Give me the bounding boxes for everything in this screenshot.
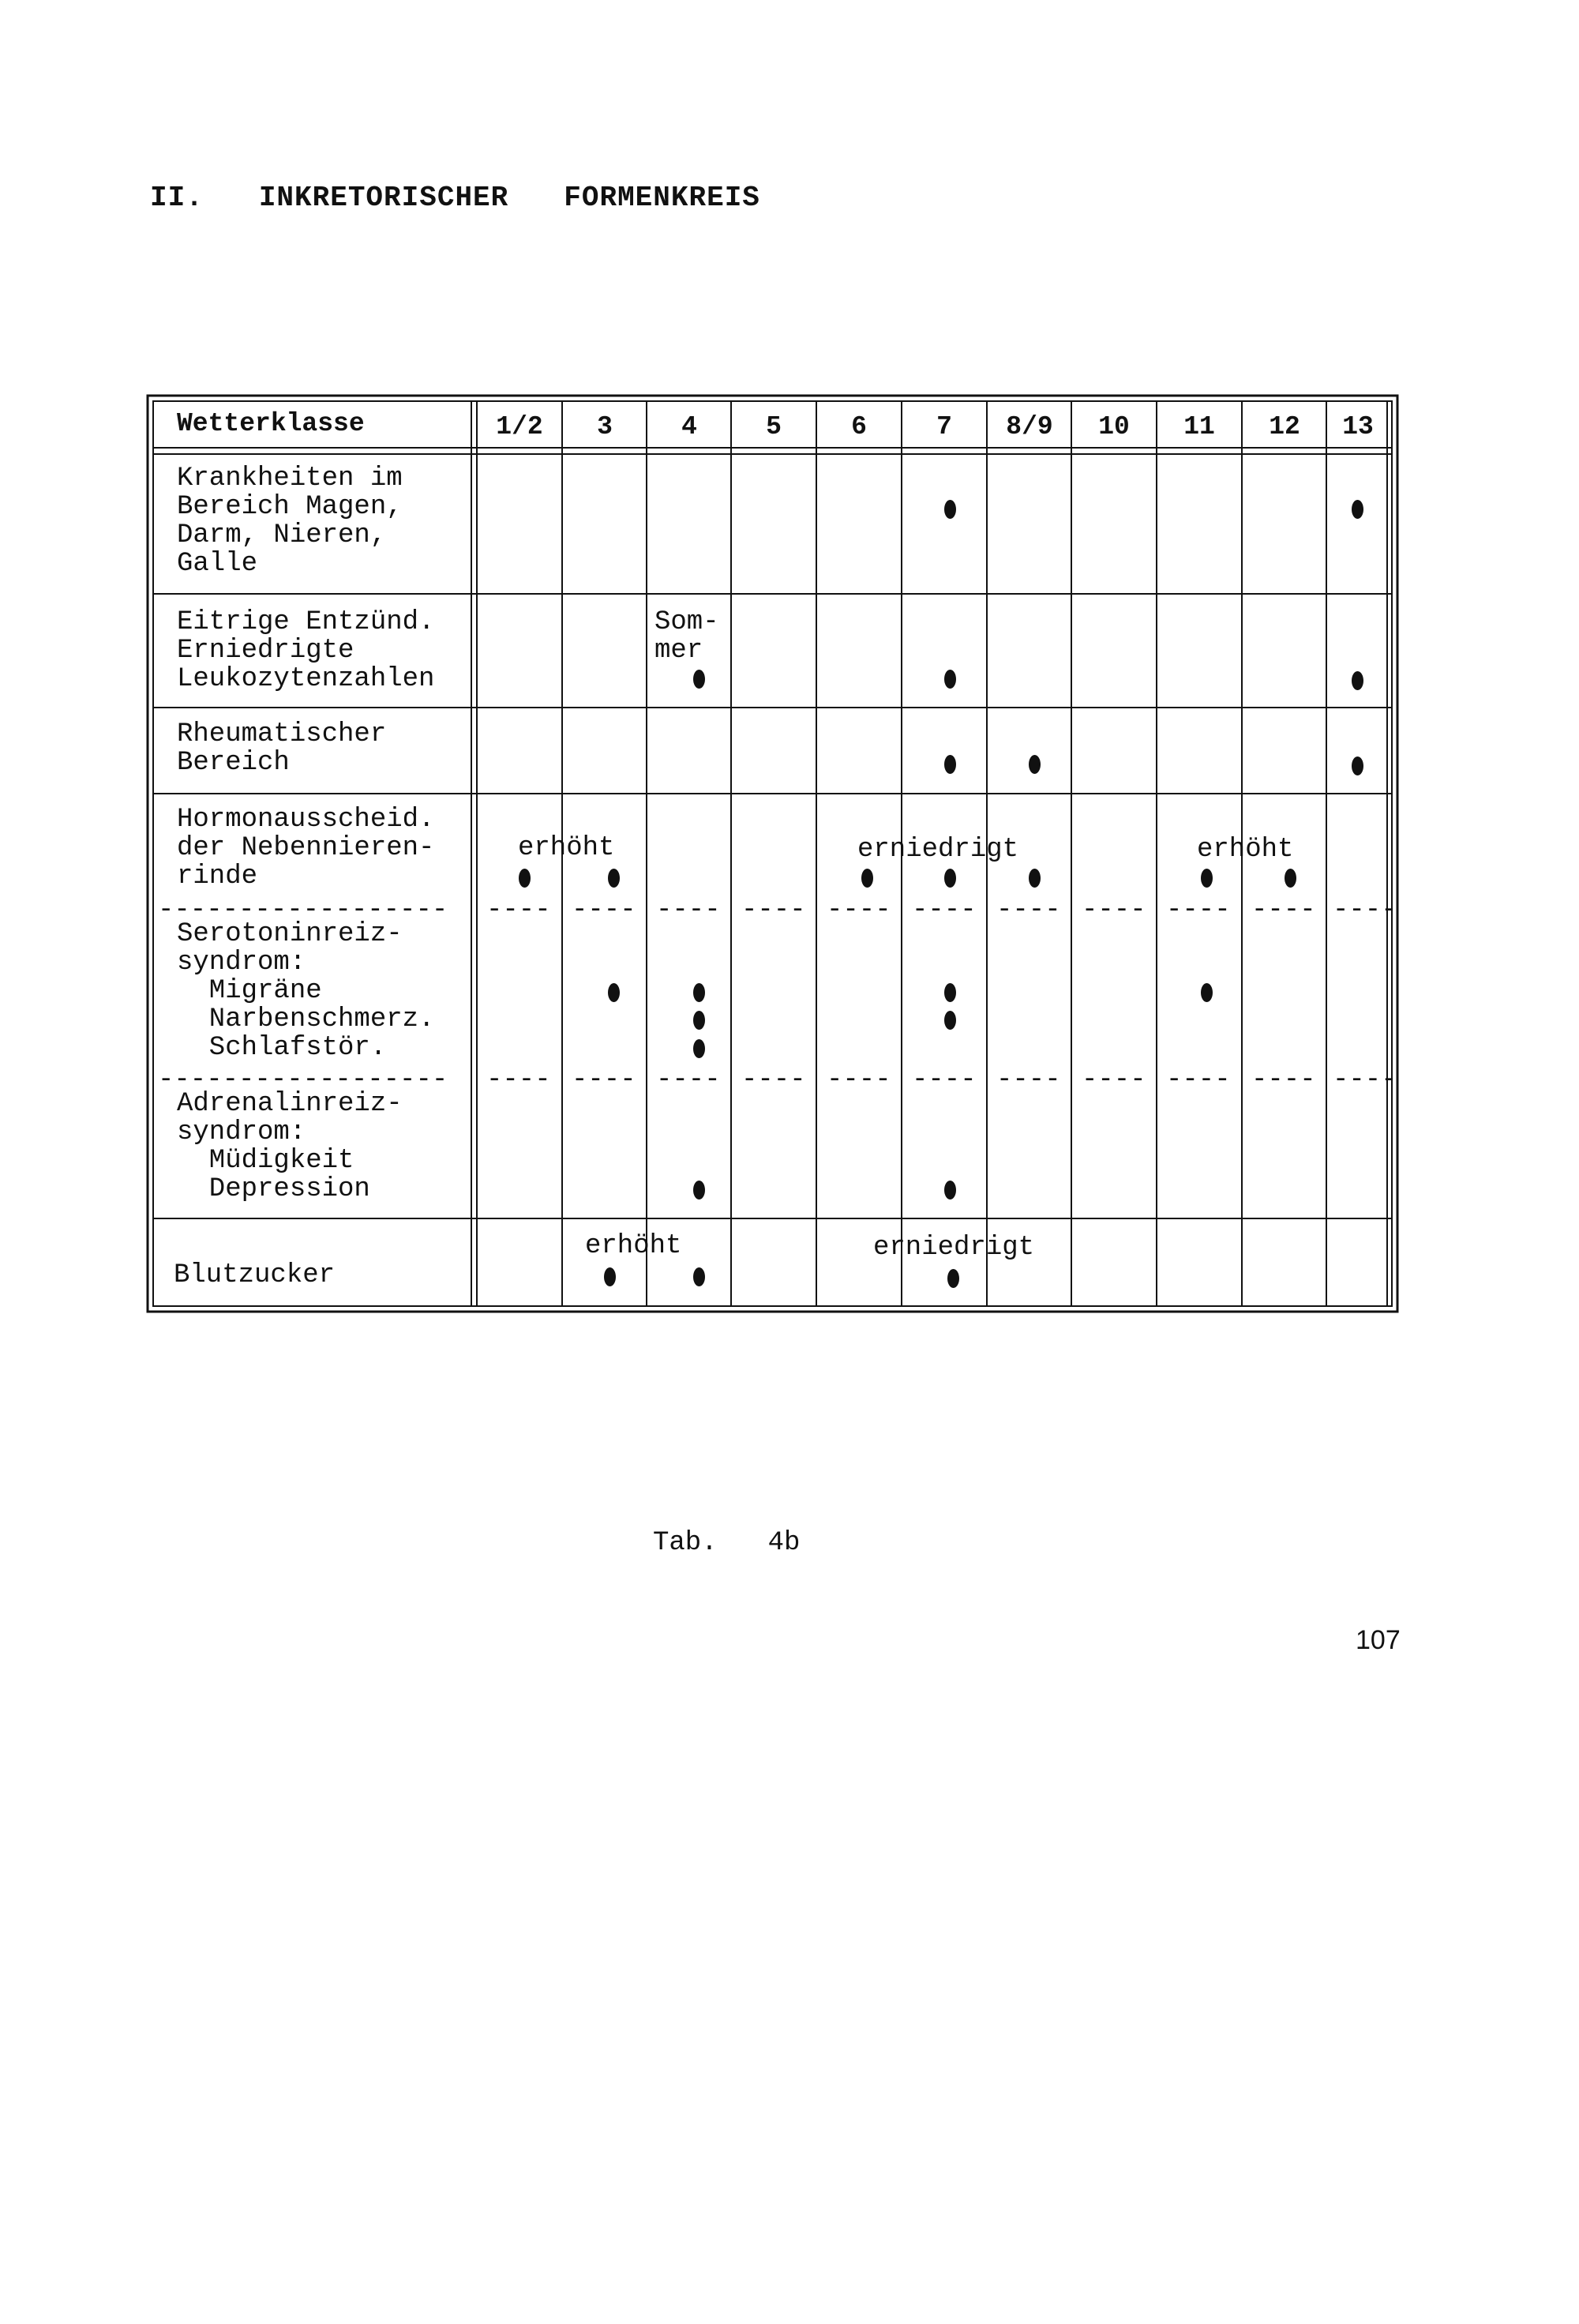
- season-note: mer: [654, 636, 703, 666]
- group-note: erniedrigt: [857, 835, 1019, 865]
- row-label-line: Rheumatischer: [177, 719, 387, 749]
- dash-cell: ----: [572, 895, 636, 925]
- marker-dot: [1352, 500, 1363, 519]
- row-label-line: Narbenschmerz.: [177, 1004, 435, 1034]
- marker-dot: [944, 983, 956, 1002]
- marker-dot: [1029, 755, 1041, 774]
- row-label-line: der Nebennieren-: [177, 833, 435, 863]
- col-header-8-9: 8/9: [1006, 412, 1053, 441]
- row-label-line: Blutzucker: [174, 1260, 336, 1290]
- marker-dot: [944, 755, 956, 774]
- heading-roman: II.: [150, 182, 204, 214]
- col-header-5: 5: [766, 412, 782, 441]
- marker-dot: [693, 1267, 705, 1286]
- row-label-line: Darm, Nieren,: [177, 520, 387, 550]
- row-label-line: Adrenalinreiz-: [177, 1089, 403, 1119]
- dash-cell: ----: [572, 1065, 636, 1095]
- marker-dot: [693, 1011, 705, 1030]
- dash-cell: ----: [1082, 895, 1146, 925]
- col-header-7: 7: [936, 412, 952, 441]
- dash-separator: ------------------: [158, 1065, 448, 1095]
- marker-dot: [944, 869, 956, 888]
- row-label-line: rinde: [177, 862, 258, 892]
- marker-dot: [1352, 671, 1363, 690]
- table-caption: [653, 1528, 800, 1558]
- marker-dot: [944, 1181, 956, 1200]
- col-header-6: 6: [851, 412, 867, 441]
- row-label-line: Bereich Magen,: [177, 492, 403, 522]
- row-label-line: syndrom:: [177, 1117, 306, 1147]
- marker-dot: [608, 983, 620, 1002]
- row-label-line: syndrom:: [177, 948, 306, 978]
- group-note: erhöht: [1197, 835, 1294, 865]
- page-number: 107: [1356, 1625, 1401, 1655]
- marker-dot: [944, 500, 956, 519]
- dash-cell: ----: [1166, 895, 1231, 925]
- marker-dot: [1029, 869, 1041, 888]
- marker-dot: [693, 1039, 705, 1058]
- row-label-line: Müdigkeit: [177, 1146, 354, 1176]
- row-label-line: Depression: [177, 1174, 370, 1204]
- col-header-10: 10: [1098, 412, 1130, 441]
- dash-cell: ----: [741, 1065, 806, 1095]
- dash-cell: ----: [1333, 895, 1397, 925]
- dash-cell: ----: [912, 1065, 977, 1095]
- caption-number: 4b: [767, 1528, 801, 1558]
- marker-dot: [693, 670, 705, 689]
- group-note: erhöht: [518, 833, 615, 863]
- marker-dot: [947, 1269, 959, 1288]
- dash-separator: ------------------: [158, 895, 448, 925]
- col-header-4: 4: [681, 412, 697, 441]
- row-label-line: Schlafstör.: [177, 1033, 387, 1063]
- season-note: Som-: [654, 607, 719, 637]
- dash-cell: ----: [1333, 1065, 1397, 1095]
- dash-cell: ----: [827, 1065, 891, 1095]
- dash-cell: ----: [741, 895, 806, 925]
- dash-cell: ----: [827, 895, 891, 925]
- dash-cell: ----: [1251, 1065, 1316, 1095]
- heading-part1: INKRETORISCHER: [258, 182, 509, 214]
- row-label-line: Hormonausscheid.: [177, 805, 435, 835]
- marker-dot: [608, 869, 620, 888]
- marker-dot: [944, 670, 956, 689]
- marker-dot: [1285, 869, 1296, 888]
- col-header-13: 13: [1342, 412, 1374, 441]
- heading-part2: FORMENKREIS: [564, 182, 760, 214]
- dash-cell: ----: [1251, 895, 1316, 925]
- marker-dot: [604, 1267, 616, 1286]
- row-label-line: Leukozytenzahlen: [177, 664, 435, 694]
- marker-dot: [519, 869, 531, 888]
- corner-label: Wetterklasse: [177, 409, 365, 438]
- col-header-3: 3: [597, 412, 613, 441]
- dash-cell: ----: [996, 895, 1061, 925]
- row-label-line: Migräne: [177, 976, 322, 1006]
- col-header-1-2: 1/2: [496, 412, 543, 441]
- marker-dot: [944, 1011, 956, 1030]
- group-note: erhöht: [585, 1231, 682, 1261]
- marker-dot: [693, 1181, 705, 1200]
- row-label-line: Eitrige Entzünd.: [177, 607, 435, 637]
- dash-cell: ----: [1082, 1065, 1146, 1095]
- caption-tab: Tab.: [653, 1528, 718, 1558]
- col-header-11: 11: [1183, 412, 1215, 441]
- marker-dot: [693, 983, 705, 1002]
- dash-cell: ----: [486, 895, 551, 925]
- dash-cell: ----: [912, 895, 977, 925]
- row-label-line: Galle: [177, 549, 258, 579]
- group-note: erniedrigt: [873, 1233, 1035, 1263]
- dash-cell: ----: [1166, 1065, 1231, 1095]
- marker-dot: [1201, 983, 1213, 1002]
- dash-cell: ----: [656, 895, 721, 925]
- row-label-line: Erniedrigte: [177, 636, 354, 666]
- dash-cell: ----: [656, 1065, 721, 1095]
- dash-cell: ----: [996, 1065, 1061, 1095]
- dash-cell: ----: [486, 1065, 551, 1095]
- row-label-line: Krankheiten im: [177, 464, 403, 494]
- marker-dot: [861, 869, 873, 888]
- row-label-line: Bereich: [177, 748, 290, 778]
- marker-dot: [1201, 869, 1213, 888]
- marker-dot: [1352, 757, 1363, 775]
- row-label-line: Serotoninreiz-: [177, 919, 403, 949]
- col-header-12: 12: [1269, 412, 1300, 441]
